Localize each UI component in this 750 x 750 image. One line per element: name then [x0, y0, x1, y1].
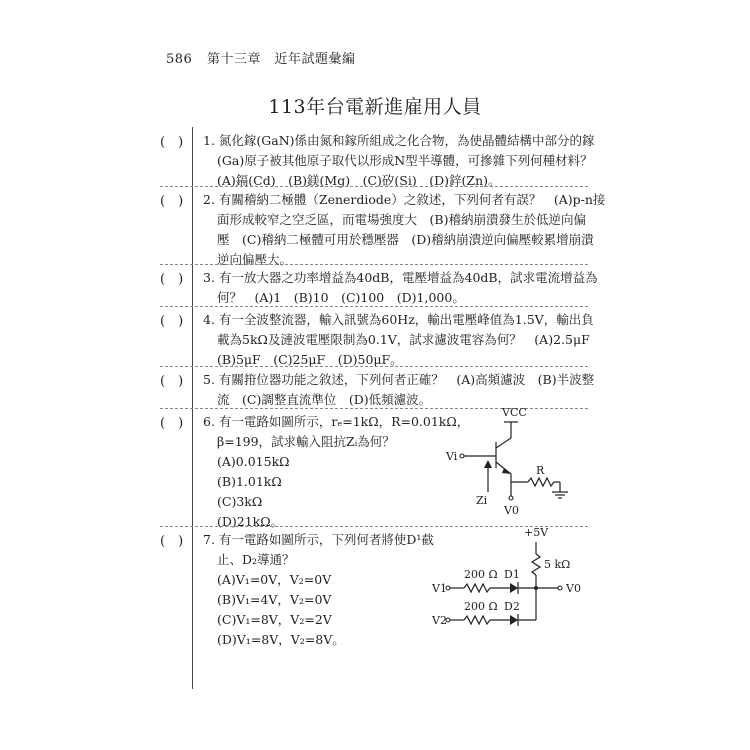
v2-label: V2 — [432, 614, 447, 627]
r-top-label: 5 kΩ — [544, 558, 571, 571]
vo-label: V0 — [566, 582, 581, 595]
option-a: (A)0.015kΩ — [217, 454, 290, 469]
v1-label: V1 — [432, 582, 447, 595]
question-text: 逆向偏壓大。 — [217, 252, 293, 267]
supply-label: +5V — [524, 526, 549, 539]
question-options: (B)5μF (C)25μF (D)50μF。 — [217, 352, 403, 367]
option-b: (B)1.01kΩ — [217, 474, 282, 489]
question-options: (A)鎘(Cd) (B)鎂(Mg) (C)矽(Si) (D)鋅(Zn)。 — [217, 173, 501, 188]
question-text: 載為5kΩ及漣波電壓限制為0.1V，試求濾波電容為何？ (A)2.5μF — [217, 332, 590, 347]
question-separator — [160, 306, 588, 307]
r2-label: 200 Ω — [464, 600, 498, 613]
option-c: (C)3kΩ — [217, 494, 263, 509]
option-d: (D)V₁=8V，V₂=8V。 — [217, 632, 345, 647]
transistor-circuit-diagram — [440, 400, 590, 518]
question-text: β=199，試求輸入阻抗Zᵢ為何？ — [217, 434, 395, 449]
page-number: 586 — [166, 52, 193, 67]
question-text: 5. 有關箝位器功能之敘述，下列何者正確？ (A)高頻濾波 (B)半波整 — [203, 372, 595, 387]
question-text: 3. 有一放大器之功率增益為40dB，電壓增益為40dB，試求電流增益為 — [203, 270, 598, 285]
vo-label: V0 — [504, 504, 519, 517]
diode-circuit-diagram — [430, 522, 585, 634]
answer-blank[interactable]: ( ) — [160, 272, 184, 287]
question-text: 1. 氮化鎵(GaN)係由氮和鎵所組成之化合物，為使晶體結構中部分的鎵 — [203, 133, 595, 148]
page-header — [166, 48, 355, 67]
d2-label: D2 — [504, 600, 520, 613]
vi-label: Vi — [446, 450, 458, 463]
option-a: (A)V₁=0V，V₂=0V — [217, 572, 332, 587]
zi-label: Zi — [476, 494, 488, 507]
question-separator — [160, 186, 588, 187]
question-text: 止、D₂導通？ — [217, 552, 295, 567]
page-title: 113年台電新進雇用人員 — [268, 96, 482, 118]
question-text: 7. 有一電路如圖所示，下列何者將使D¹截 — [203, 532, 434, 547]
question-text: (Ga)原子被其他原子取代以形成N型半導體，可摻雜下列何種材料？ — [217, 153, 593, 168]
answer-blank[interactable]: ( ) — [160, 135, 184, 150]
answer-blank[interactable]: ( ) — [160, 314, 184, 329]
option-d: (D)21kΩ。 — [217, 514, 284, 529]
r-label: R — [536, 464, 545, 477]
answer-blank[interactable]: ( ) — [160, 194, 184, 209]
d1-label: D1 — [504, 568, 520, 581]
question-options: 流 (C)調整直流準位 (D)低頻濾波。 — [217, 392, 432, 407]
question-text: 2. 有關稽納二極體（Zenerdiode）之敘述，下列何者有誤？ (A)p-n接 — [203, 192, 606, 207]
question-options: 何？ (A)1 (B)10 (C)100 (D)1,000。 — [217, 290, 465, 305]
option-b: (B)V₁=4V，V₂=0V — [217, 592, 332, 607]
answer-blank[interactable]: ( ) — [160, 416, 184, 431]
question-text: 6. 有一電路如圖所示，rₑ=1kΩ，R=0.01kΩ， — [203, 414, 470, 429]
chapter-title: 第十三章 近年試題彙編 — [206, 52, 356, 67]
question-text: 面形成較窄之空乏區，而電場強度大 (B)稽納崩潰發生於低逆向偏 — [217, 212, 586, 227]
question-separator — [160, 264, 588, 265]
answer-blank[interactable]: ( ) — [160, 534, 184, 549]
answer-blank[interactable]: ( ) — [160, 374, 184, 389]
r1-label: 200 Ω — [464, 568, 498, 581]
question-text: 壓 (C)稽納二極體可用於穩壓器 (D)稽納崩潰逆向偏壓較累增崩潰 — [217, 232, 594, 247]
vcc-label: VCC — [502, 406, 527, 419]
question-text: 4. 有一全波整流器，輸入訊號為60Hz，輸出電壓峰值為1.5V，輸出負 — [203, 312, 594, 327]
option-c: (C)V₁=8V，V₂=2V — [217, 612, 332, 627]
question-separator — [160, 366, 588, 367]
